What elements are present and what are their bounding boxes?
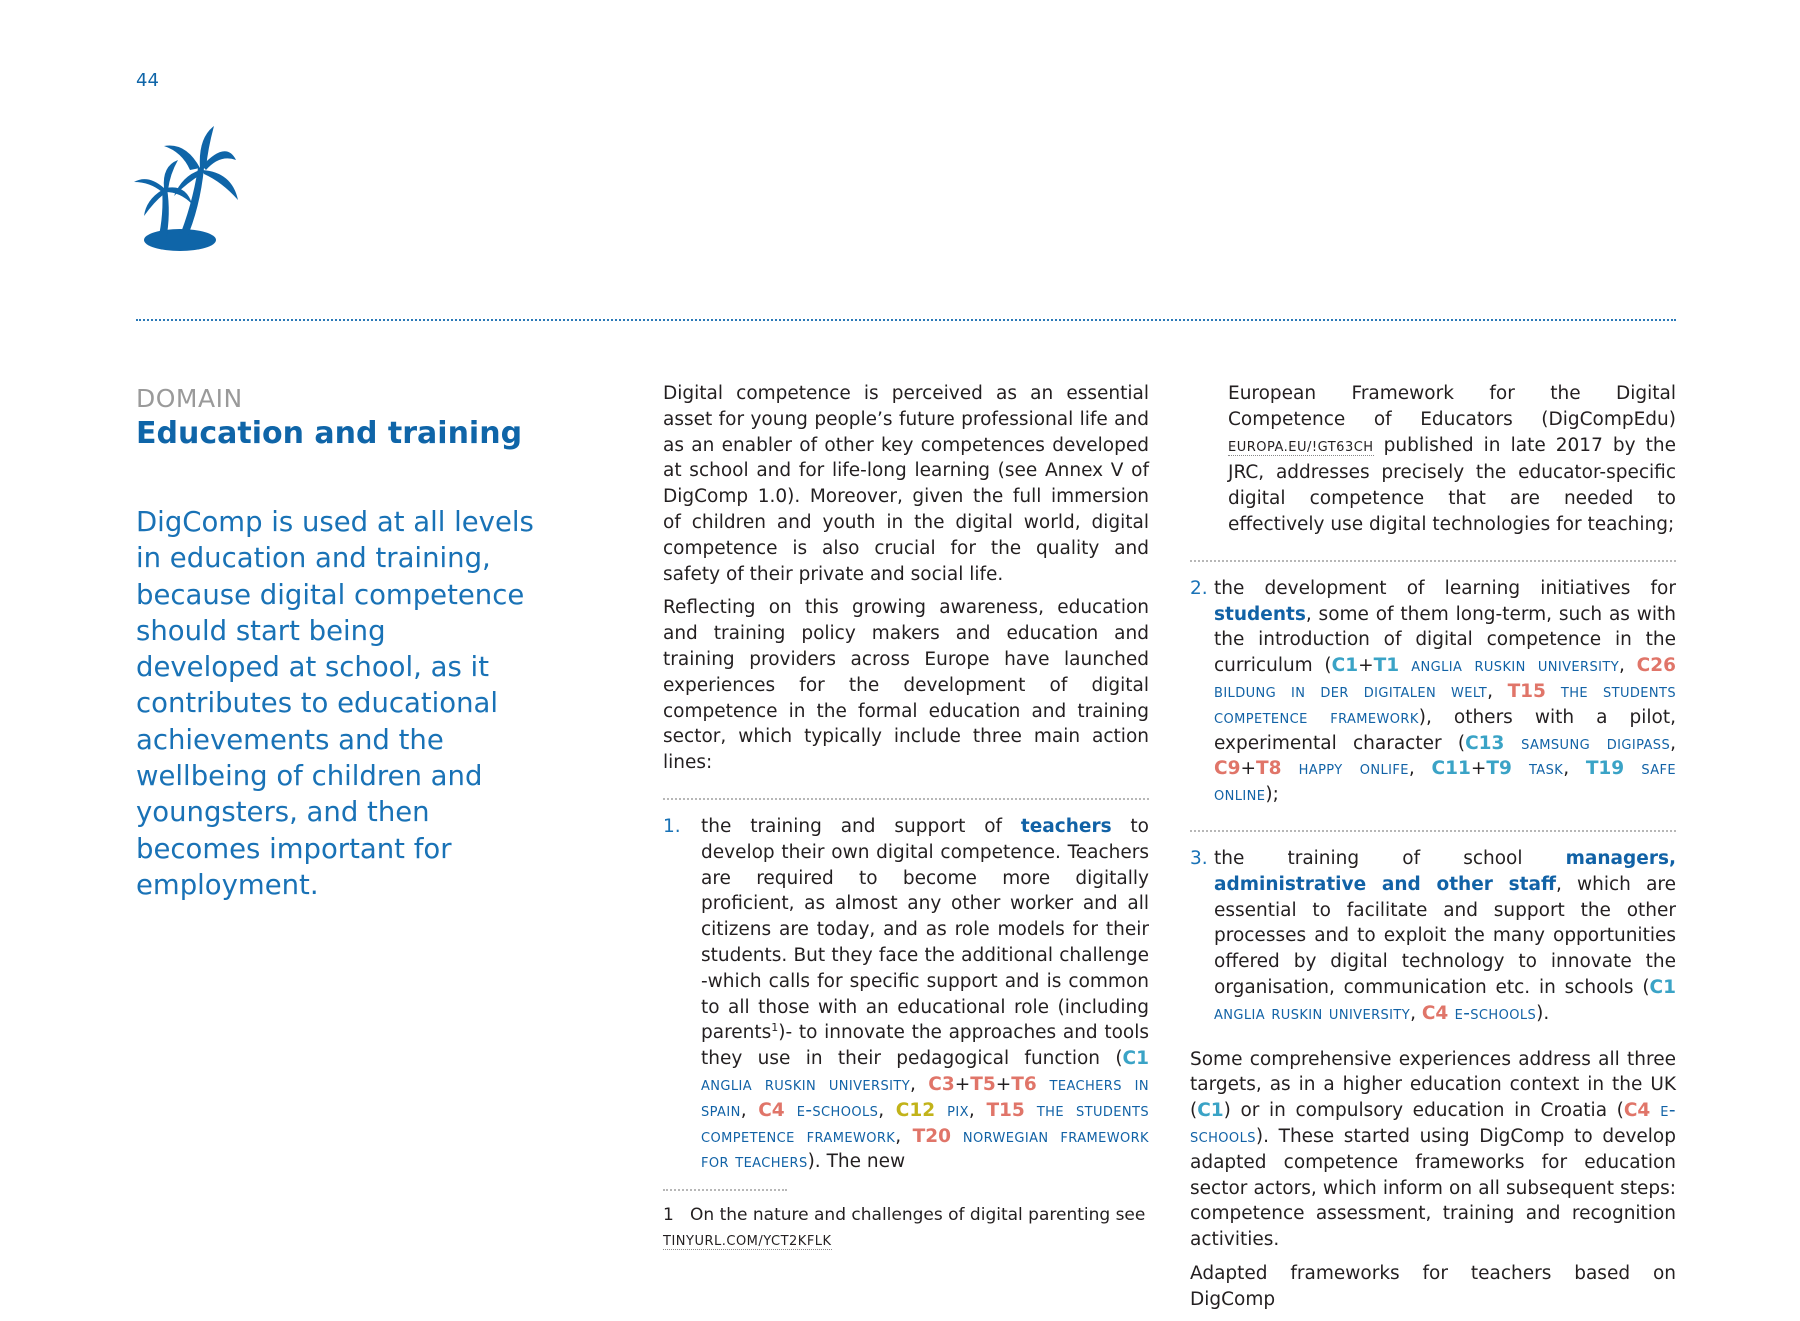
list-item-staff: 3. the training of school managers, administrative and other staff, which are essential to facilitate and support the other processes and to exploit the many opportunities offered by digital technology to innovate the organisation, communication etc. in schools (C1 anglia ruskin university, C4 e-schools). — [1190, 847, 1676, 1024]
case-code[interactable]: C1 — [1122, 1048, 1149, 1070]
pull-quote: DigComp is used at all levels in education and training, because digital competence should start being developed at school, as it contributes to educational achievements and the wellbeing of children and youngsters, and then becomes important for employment. — [136, 506, 534, 901]
list-item-students: 2. the development of learning initiatives for students, some of them long-term, such as with the introduction of digital competence in the curriculum (C1+T1 anglia ruskin university, C26 bildung in der digitalen welt, T15 the students competence framework), others with a pilot, experimental character (C13 samsung digipass, C9+T8 happy onlife, C11+T9 task, T19 safe online); — [1190, 577, 1676, 806]
paragraph: Digital competence is perceived as an essential asset for young people’s future professional life and as an enabler of other key competences developed at school and for life-long learning (see Annex V of DigComp 1.0). Moreover, given the full immersion of children and youth in the digital world, digital competence is also crucial for the quality and safety of their private and social life. — [663, 383, 1149, 585]
case-code[interactable]: T15 — [1507, 680, 1546, 702]
footnote-separator — [663, 1189, 787, 1191]
case-code[interactable]: C1 — [1649, 976, 1676, 998]
case-code[interactable]: C13 — [1465, 732, 1505, 754]
case-code[interactable]: C4 — [758, 1099, 785, 1121]
case-code[interactable]: T6 — [1011, 1073, 1037, 1095]
domain-title: Education and training — [136, 416, 523, 451]
keyword-students: students — [1214, 603, 1306, 625]
page-number: 44 — [136, 70, 159, 91]
list-number: 1. — [663, 815, 681, 837]
case-code[interactable]: T15 — [986, 1099, 1025, 1121]
case-code[interactable]: T9 — [1486, 758, 1512, 780]
digcompedu-link[interactable]: EUROPA.EU/!GT63CH — [1228, 439, 1374, 455]
list-item-teachers: 1. the training and support of teachers to develop their own digital competence. Teachers are required to become more digitally proficient, as almost any other worker and all citizens are today, and as role models for their students. But they face the additional challenge -which calls for specific support and is common to all those with an educational role (including parents$^1$)- to innovate the approaches and tools they use in their pedagogical function (C1 anglia ruskin university, C3+T5+T6 teachers in spain, C4 e-schools, C12 pix, T15 the students competence framework, T20 norwegian framework for teachers). The new — [663, 815, 1150, 1173]
paragraph: Reflecting on this growing awareness, education and training policy makers and education and training providers across Europe have launched experiences for the development of digital competence in the formal education and training sector, which typically include three main action lines: — [663, 597, 1149, 774]
case-code[interactable]: T20 — [912, 1125, 951, 1147]
list-number: 2. — [1190, 577, 1208, 599]
footnote-link[interactable]: TINYURL.COM/YCT2KFLK — [663, 1234, 832, 1250]
list-number: 3. — [1190, 847, 1208, 869]
case-code[interactable]: C4 — [1421, 1002, 1449, 1024]
body-column-right — [1190, 381, 1676, 1321]
footnote-ref[interactable]: 1 — [771, 1021, 779, 1035]
case-code[interactable]: C1 — [1197, 1100, 1224, 1122]
case-code[interactable]: C3 — [928, 1073, 955, 1095]
footnote-text: On the nature and challenges of digital parenting see — [690, 1205, 1146, 1226]
case-code[interactable]: C12 — [895, 1099, 936, 1121]
dotted-divider — [136, 319, 1676, 321]
case-code[interactable]: C1 — [1331, 655, 1359, 677]
dotted-separator — [1190, 560, 1676, 562]
body-column-middle — [663, 381, 1149, 1254]
case-code[interactable]: T5 — [970, 1073, 996, 1095]
list-item-continuation: European Framework for the Digital Competence of Educators (DigCompEdu) EUROPA.EU/!GT63CH published in late 2017 by the JRC, addresses precisely the educator-specific digital competence that are needed to effectively use digital technologies for teaching; — [1228, 383, 1676, 535]
domain-label: DOMAIN — [136, 384, 243, 413]
case-code[interactable]: T19 — [1585, 758, 1625, 780]
paragraph: Adapted frameworks for teachers based on DigComp — [1190, 1262, 1676, 1310]
footnote-number: 1 — [663, 1205, 674, 1226]
case-code[interactable]: C9 — [1214, 758, 1241, 780]
keyword-staff: managers, administrative and other staff — [1214, 847, 1676, 895]
palm-tree-island-icon — [134, 126, 244, 254]
case-code[interactable]: C11 — [1431, 758, 1471, 780]
case-code[interactable]: C4 — [1623, 1100, 1651, 1122]
case-code[interactable]: T8 — [1255, 758, 1282, 780]
case-code[interactable]: T1 — [1373, 655, 1400, 677]
keyword-teachers: teachers — [1020, 815, 1112, 837]
case-code[interactable]: C26 — [1636, 655, 1676, 677]
dotted-separator — [663, 798, 1149, 800]
paragraph: Some comprehensive experiences address all three targets, as in a higher education context in the UK (C1) or in compulsory education in Croatia (C4 e-schools). These started using DigComp to develop adapted competence frameworks for education sector actors, which inform on all subsequent steps: competence assessment, training and recognition activities. — [1190, 1048, 1676, 1251]
footnote — [663, 1203, 1149, 1254]
dotted-separator — [1190, 830, 1676, 832]
